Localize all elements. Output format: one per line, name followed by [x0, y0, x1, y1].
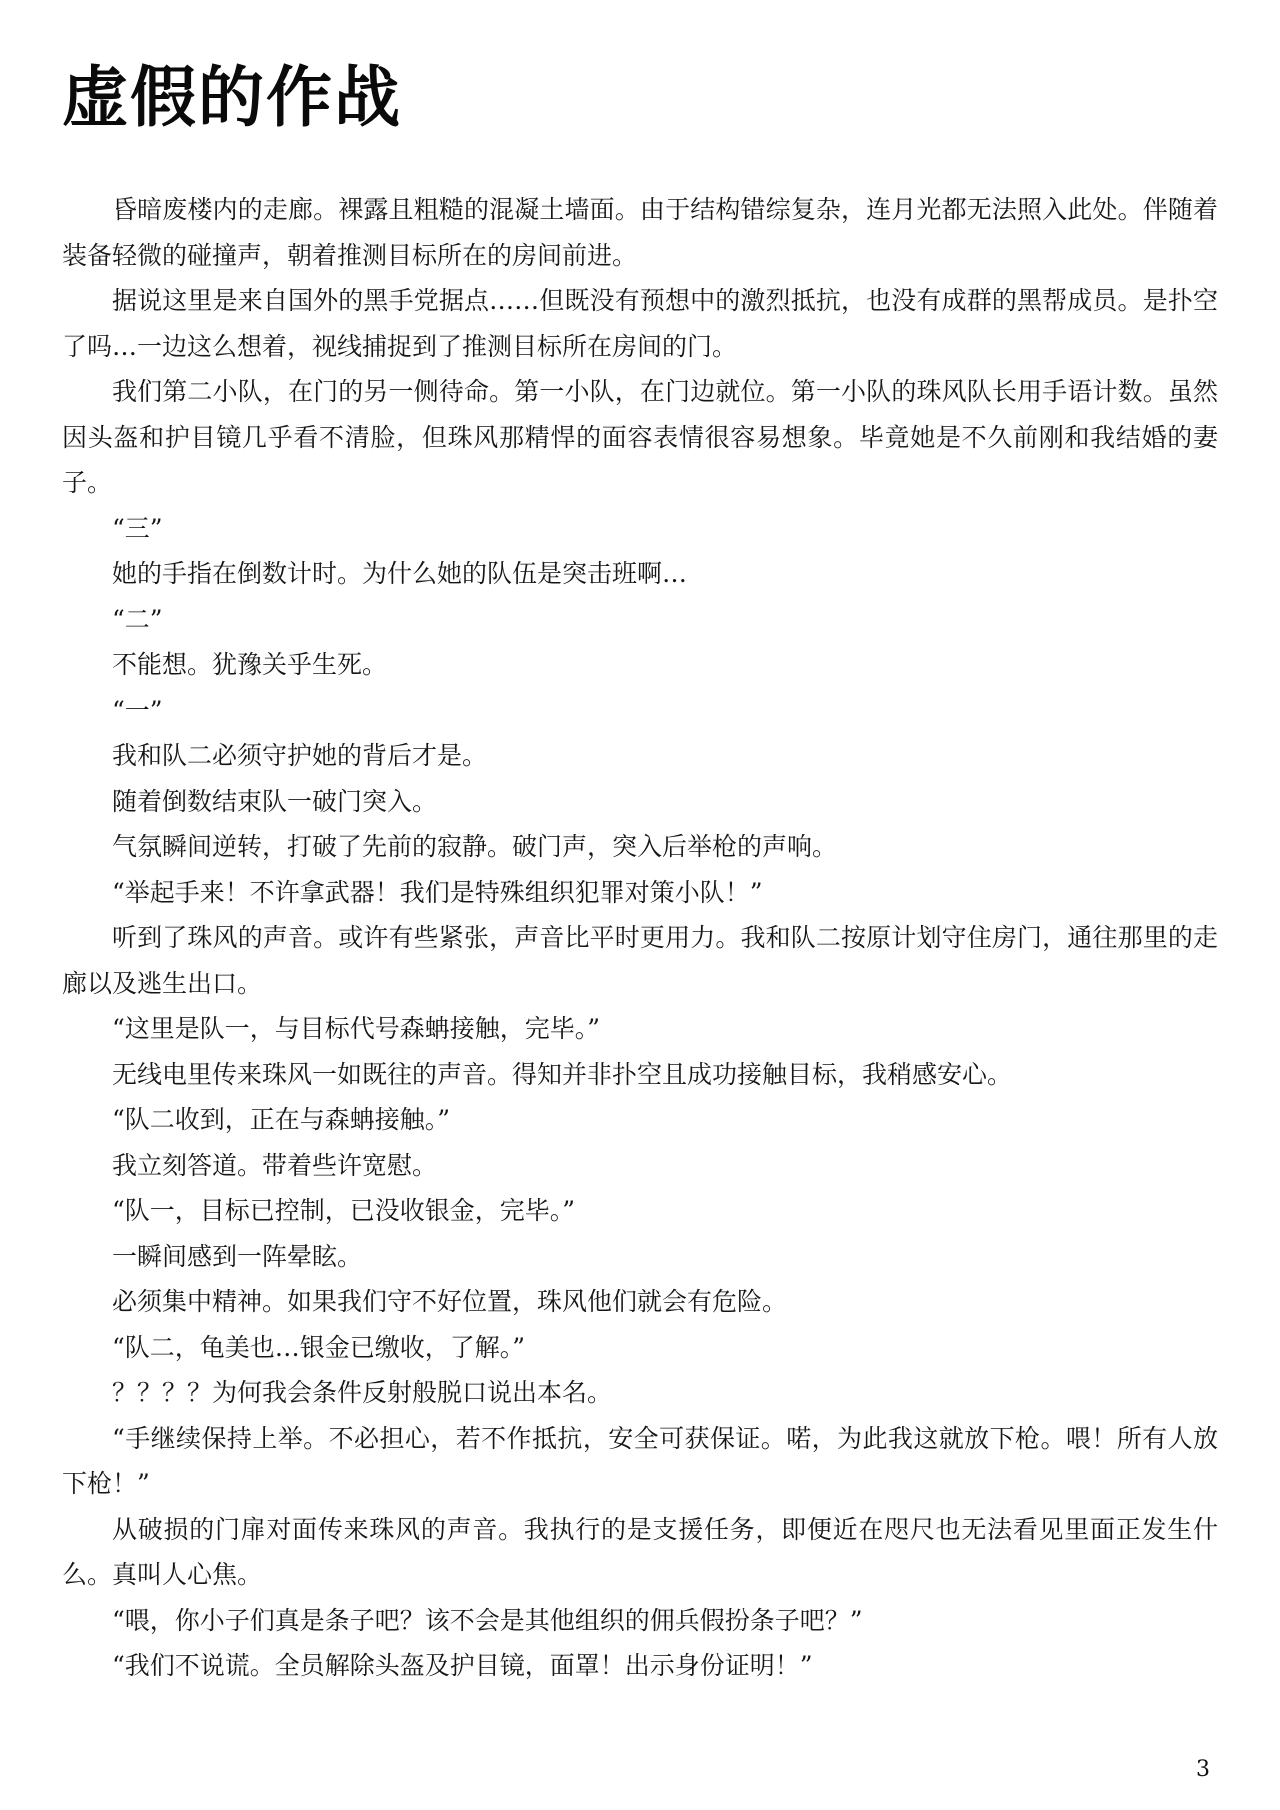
dialogue-line: “手继续保持上举。不必担心，若不作抵抗，安全可获保证。喏，为此我这就放下枪。喂！所有人放下枪！”	[62, 1423, 1218, 1498]
paragraph: 不能想。犹豫关乎生死。	[112, 650, 388, 679]
dialogue-line: “三”	[112, 513, 163, 543]
dialogue-line: “队一，目标已控制，已没收银金，完毕。”	[112, 1196, 576, 1225]
paragraph: 从破损的门扉对面传来珠风的声音。我执行的是支援任务，即便近在咫尺也无法看见里面正发生什么。真叫人心焦。	[62, 1514, 1218, 1589]
paragraph: 我们第二小队，在门的另一侧待命。第一小队，在门边就位。第一小队的珠风队长用手语计数。虽然因头盔和护目镜几乎看不清脸，但珠风那精悍的面容表情很容易想象。毕竟她是不久前刚和我结婚的妻子。	[62, 377, 1218, 497]
paragraph: ？？？？为何我会条件反射般脱口说出本名。	[112, 1378, 613, 1407]
dialogue-line: “二”	[112, 604, 163, 634]
paragraph: 我立刻答道。带着些许宽慰。	[112, 1150, 438, 1180]
story-body	[62, 187, 1218, 1689]
dialogue-line: “队二，龟美也…银金已缴收，了解。”	[112, 1332, 526, 1362]
paragraph: 昏暗废楼内的走廊。裸露且粗糙的混凝土墙面。由于结构错综复杂，连月光都无法照入此处。伴随着装备轻微的碰撞声，朝着推测目标所在的房间前进。	[62, 195, 1218, 270]
dialogue-line: “喂，你小子们真是条子吧？该不会是其他组织的佣兵假扮条子吧？”	[112, 1605, 863, 1635]
paragraph: 听到了珠风的声音。或许有些紧张，声音比平时更用力。我和队二按原计划守住房门，通往那里的走廊以及逃生出口。	[62, 923, 1218, 998]
paragraph: 她的手指在倒数计时。为什么她的队伍是突击班啊…	[112, 559, 688, 588]
paragraph: 我和队二必须守护她的背后才是。	[112, 741, 488, 770]
paragraph: 随着倒数结束队一破门突入。	[112, 786, 438, 816]
dialogue-line: “一”	[112, 695, 163, 725]
page-number: 3	[1196, 1757, 1210, 1782]
dialogue-line: “这里是队一，与目标代号森蚺接触，完毕。”	[112, 1014, 601, 1043]
chapter-title: 虚假的作战	[62, 59, 402, 136]
dialogue-line: “队二收到，正在与森蚺接触。”	[112, 1105, 451, 1134]
paragraph: 必须集中精神。如果我们守不好位置，珠风他们就会有危险。	[112, 1287, 788, 1316]
dialogue-line: “我们不说谎。全员解除头盔及护目镜，面罩！出示身份证明！”	[112, 1651, 813, 1680]
paragraph: 据说这里是来自国外的黑手党据点……但既没有预想中的激烈抵抗，也没有成群的黑帮成员。是扑空了吗…一边这么想着，视线捕捉到了推测目标所在房间的门。	[62, 286, 1218, 361]
paragraph: 气氛瞬间逆转，打破了先前的寂静。破门声，突入后举枪的声响。	[112, 832, 838, 861]
dialogue-line: “举起手来！不许拿武器！我们是特殊组织犯罪对策小队！”	[112, 877, 763, 907]
paragraph: 无线电里传来珠风一如既往的声音。得知并非扑空且成功接触目标，我稍感安心。	[112, 1059, 1013, 1089]
paragraph: 一瞬间感到一阵晕眩。	[112, 1241, 363, 1271]
